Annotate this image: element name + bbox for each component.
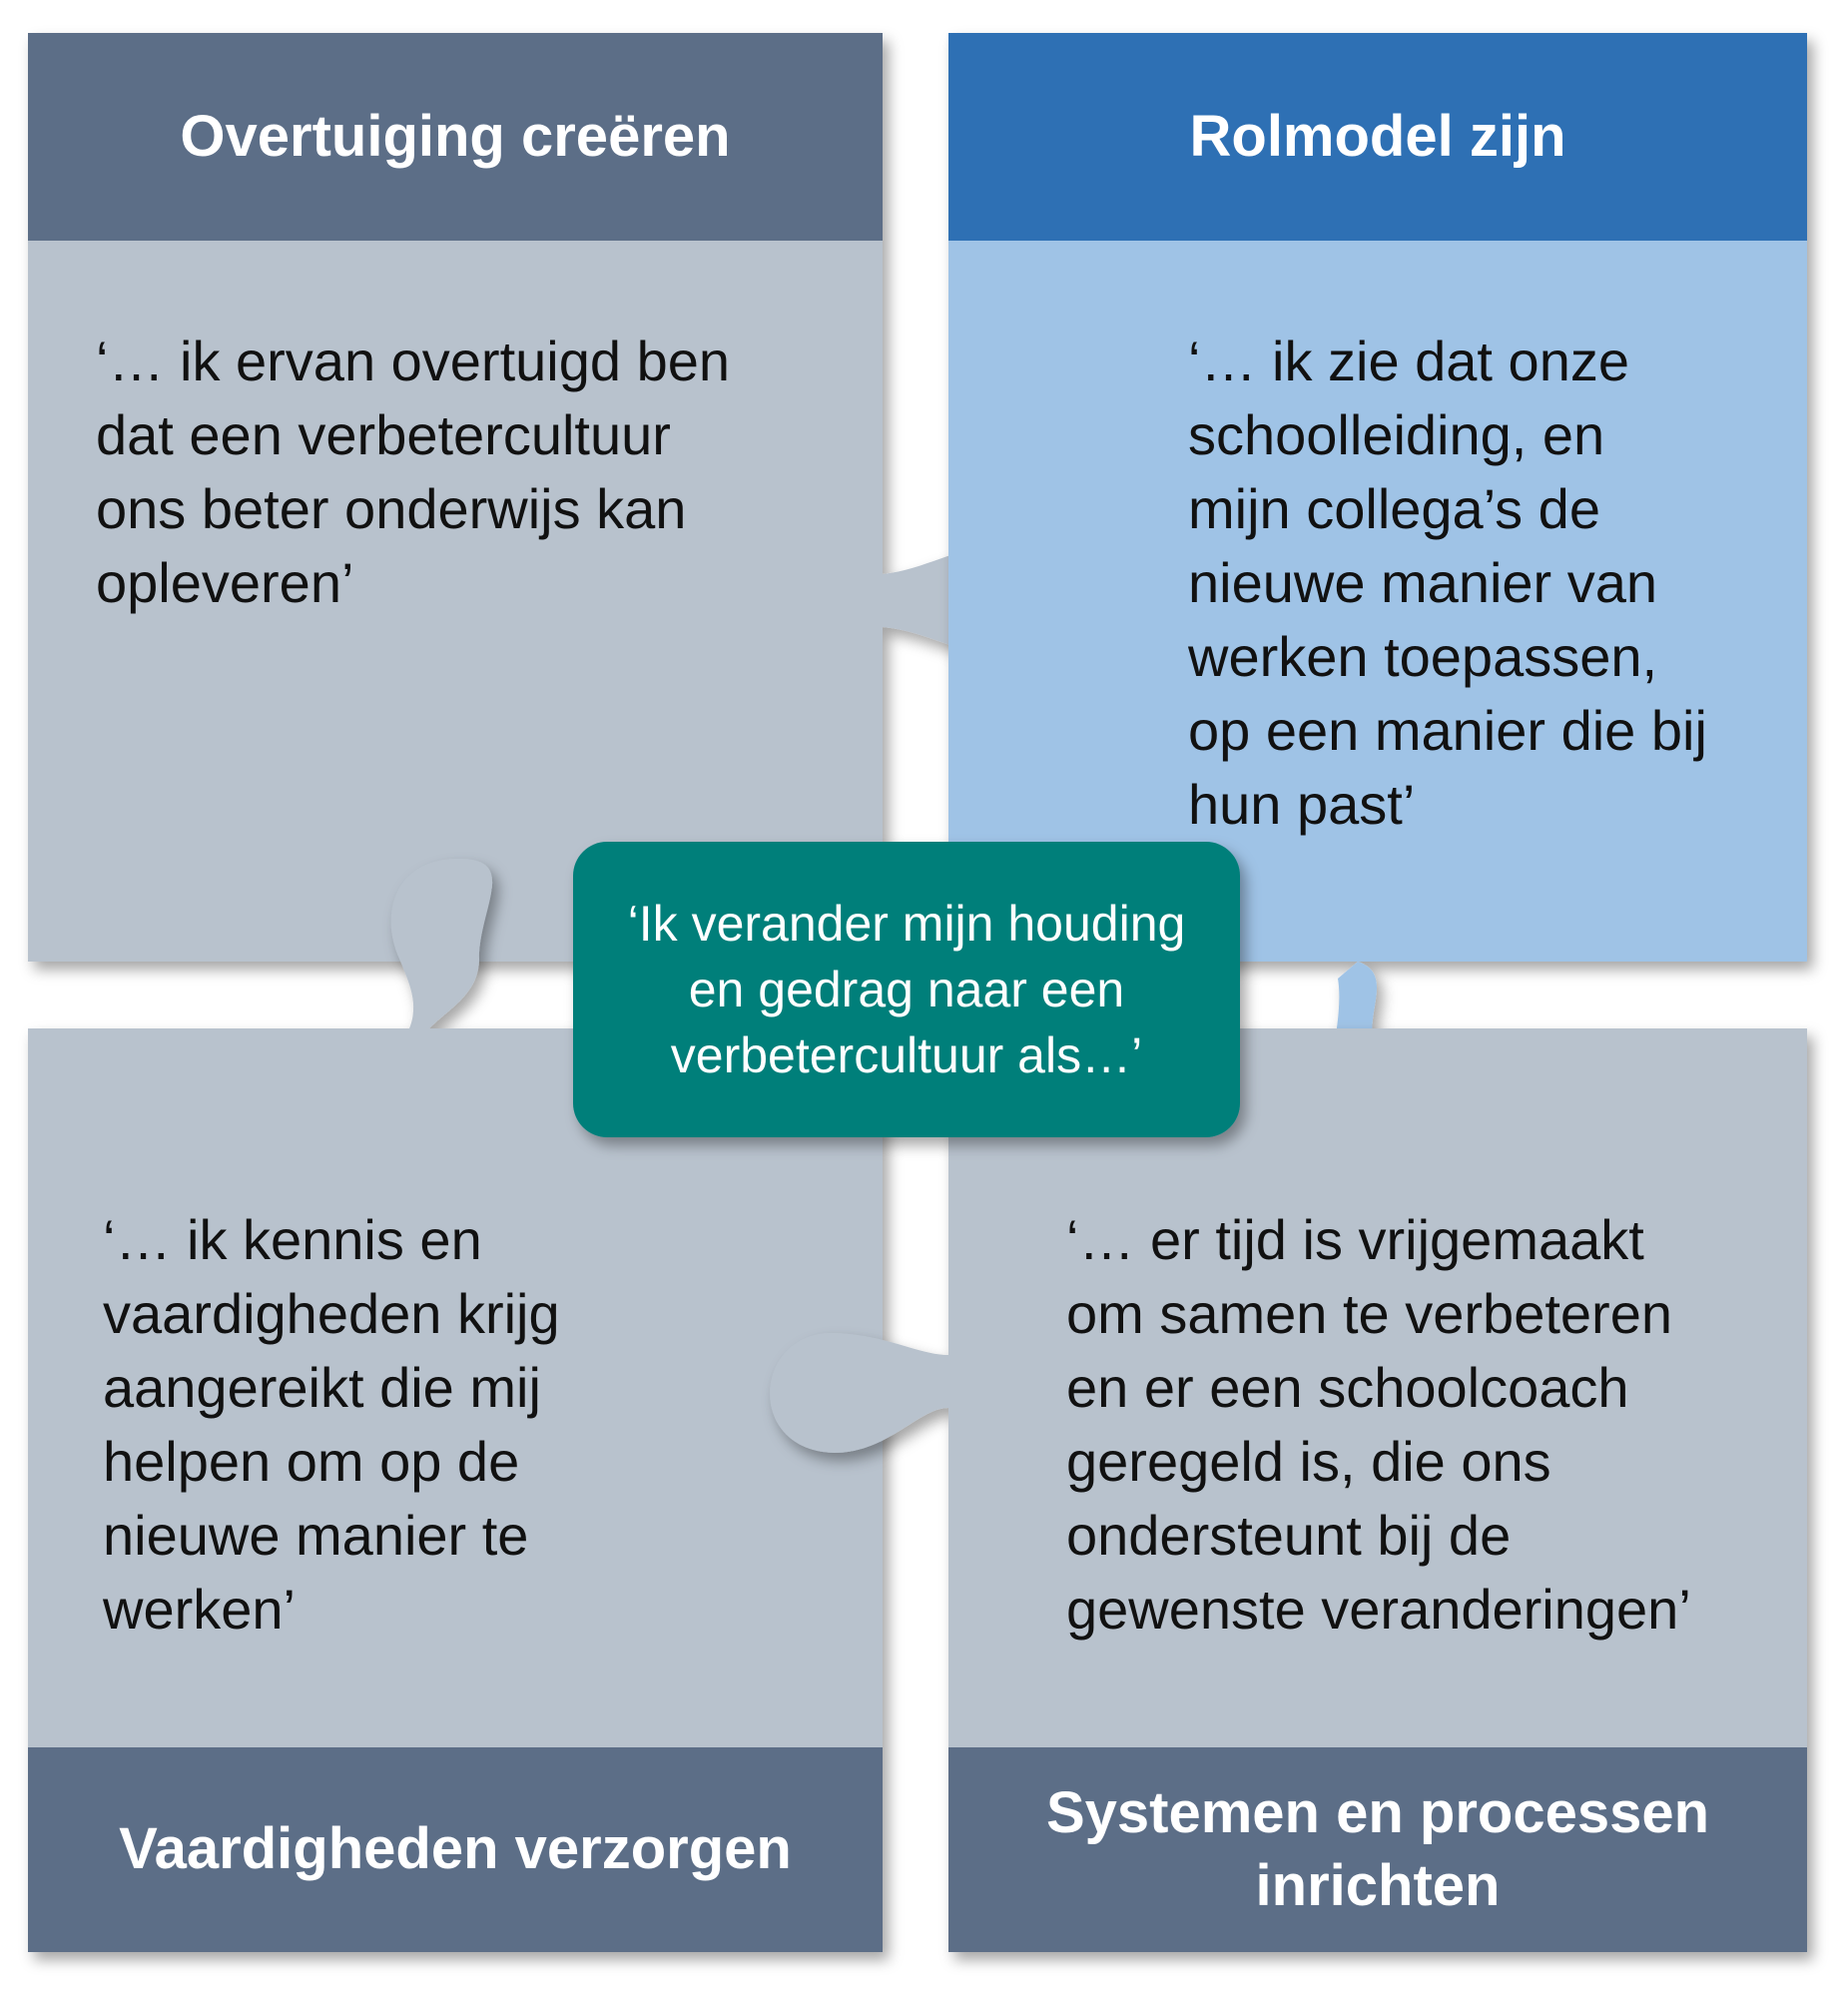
quote-line: gewenste veranderingen’: [1066, 1578, 1691, 1641]
quote-line: en er een schoolcoach: [1066, 1356, 1629, 1419]
quote-line: om samen te verbeteren: [1066, 1282, 1672, 1345]
quote-line: ‘… ik ervan overtuigd ben: [96, 330, 731, 392]
piece-bottom-left-title: [28, 1747, 883, 1952]
piece-top-right-title-text: Rolmodel zijn: [1189, 103, 1566, 169]
piece-bottom-left-quote: [103, 1203, 560, 1647]
piece-top-left-title-text: Overtuiging creëren: [180, 103, 731, 169]
piece-bottom-right-title-line: inrichten: [1255, 1852, 1501, 1918]
center-statement: [573, 842, 1240, 1137]
center-line: ‘Ik verander mijn houding: [627, 896, 1186, 952]
piece-top-left-quote: [96, 325, 730, 620]
quote-line: helpen om op de: [103, 1430, 520, 1493]
quote-line: hun past’: [1188, 773, 1416, 836]
quote-line: aangereikt die mij: [103, 1356, 541, 1419]
quote-line: ons beter onderwijs kan: [96, 477, 687, 540]
quote-line: nieuwe manier te: [103, 1504, 529, 1567]
quote-line: dat een verbetercultuur: [96, 403, 671, 466]
piece-bottom-right-title: [948, 1747, 1807, 1952]
quote-line: werken toepassen,: [1188, 625, 1658, 688]
quote-line: geregeld is, die ons: [1066, 1430, 1551, 1493]
piece-top-left-title: [28, 33, 883, 241]
quote-line: werken’: [103, 1578, 296, 1641]
center-line: en gedrag naar een: [688, 962, 1125, 1017]
quote-line: ‘… ik zie dat onze: [1188, 330, 1629, 392]
quote-line: op een manier die bij: [1188, 699, 1707, 762]
piece-bottom-left-tab: [391, 859, 492, 1028]
piece-bottom-right-tab: [770, 1333, 948, 1453]
piece-bottom-right-quote: [1066, 1203, 1691, 1647]
quote-line: ‘… er tijd is vrijgemaakt: [1066, 1208, 1644, 1271]
quote-line: nieuwe manier van: [1188, 551, 1658, 614]
quote-line: mijn collega’s de: [1188, 477, 1600, 540]
quote-line: ondersteunt bij de: [1066, 1504, 1512, 1567]
quote-line: opleveren’: [96, 551, 354, 614]
quote-line: ‘… ik kennis en: [103, 1208, 482, 1271]
quote-line: vaardigheden krijg: [103, 1282, 560, 1345]
quote-line: schoolleiding, en: [1188, 403, 1605, 466]
piece-bottom-left-title-text: Vaardigheden verzorgen: [119, 1816, 792, 1882]
piece-bottom-right-title-line: Systemen en processen: [1045, 1780, 1710, 1845]
piece-top-right-quote: [1188, 325, 1707, 842]
center-line: verbetercultuur als…’: [670, 1027, 1143, 1083]
piece-top-right-title: [948, 33, 1807, 241]
